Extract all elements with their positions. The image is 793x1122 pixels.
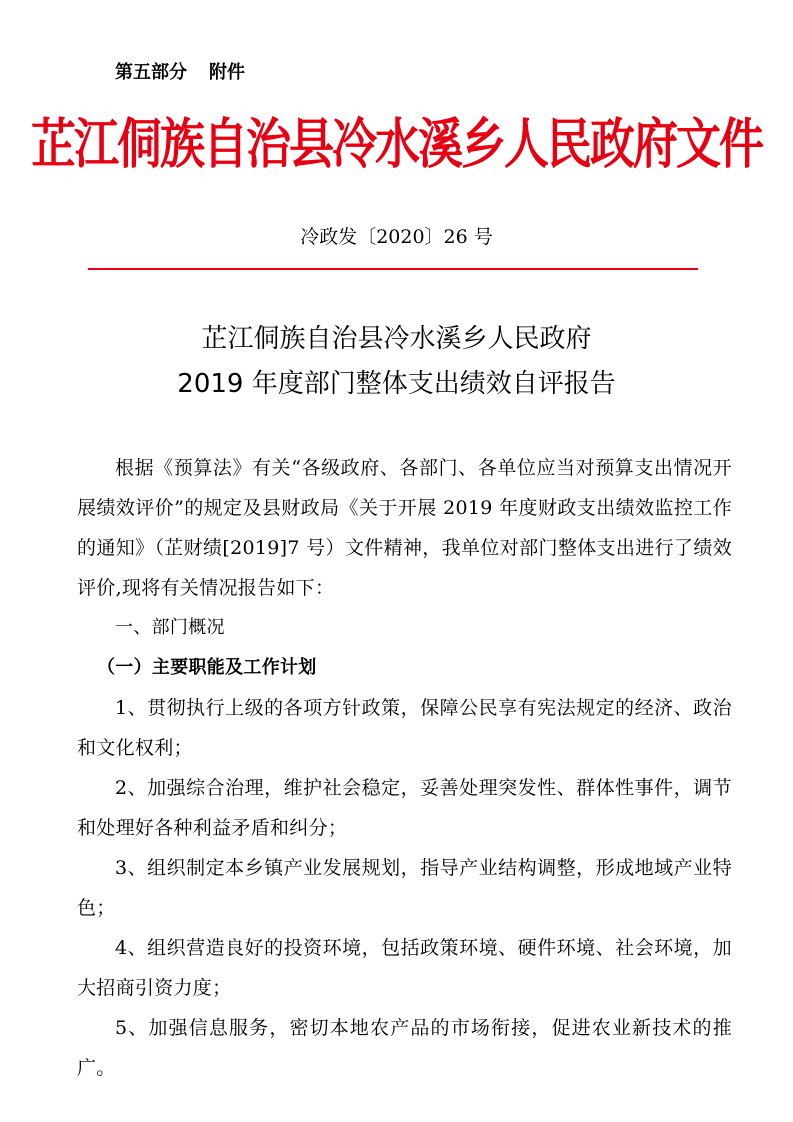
issuer-header: 芷江侗族自治县冷水溪乡人民政府文件 xyxy=(30,112,762,176)
document-number: 冷政发〔2020〕26 号 xyxy=(300,226,493,248)
list-item: 2、加强综合治理，维护社会稳定，妥善处理突发性、群体性事件，调节和处理好各种利益矛盾和纠分； xyxy=(77,777,732,839)
intro-paragraph: 根据《预算法》有关“各级政府、各部门、各单位应当对预算支出情况开展绩效评价”的规定及县财政局《关于开展 2019 年度财政支出绩效监控工作的通知》（芷财绩[2019]7 号）文件精神，我单位对部门整体支出进行了绩效评价,现将有关情况报告如下： xyxy=(77,457,732,599)
attachment-label: 附件 xyxy=(209,62,245,83)
report-title-line-2: 2019 年度部门整体支出绩效自评报告 xyxy=(177,369,616,399)
report-title-line-1: 芷江侗族自治县冷水溪乡人民政府 xyxy=(201,324,592,354)
list-item: 4、组织营造良好的投资环境，包括政策环境、硬件环境、社会环境，加大招商引资力度； xyxy=(77,937,732,999)
part-label xyxy=(115,58,245,84)
list-item: 5、加强信息服务，密切本地农产品的市场衔接，促进农业新技术的推广。 xyxy=(77,1017,732,1079)
subsection-heading: （一）主要职能及工作计划 xyxy=(97,657,317,678)
list-item: 3、组织制定本乡镇产业发展规划，指导产业结构调整，形成地域产业特色； xyxy=(77,857,732,919)
report-body xyxy=(77,448,732,1088)
header-divider xyxy=(88,268,698,270)
section-heading: 一、部门概况 xyxy=(115,617,225,638)
list-item: 1、贯彻执行上级的各项方针政策，保障公民享有宪法规定的经济、政治和文化权利； xyxy=(77,697,732,759)
part-number: 第五部分 xyxy=(115,62,187,83)
